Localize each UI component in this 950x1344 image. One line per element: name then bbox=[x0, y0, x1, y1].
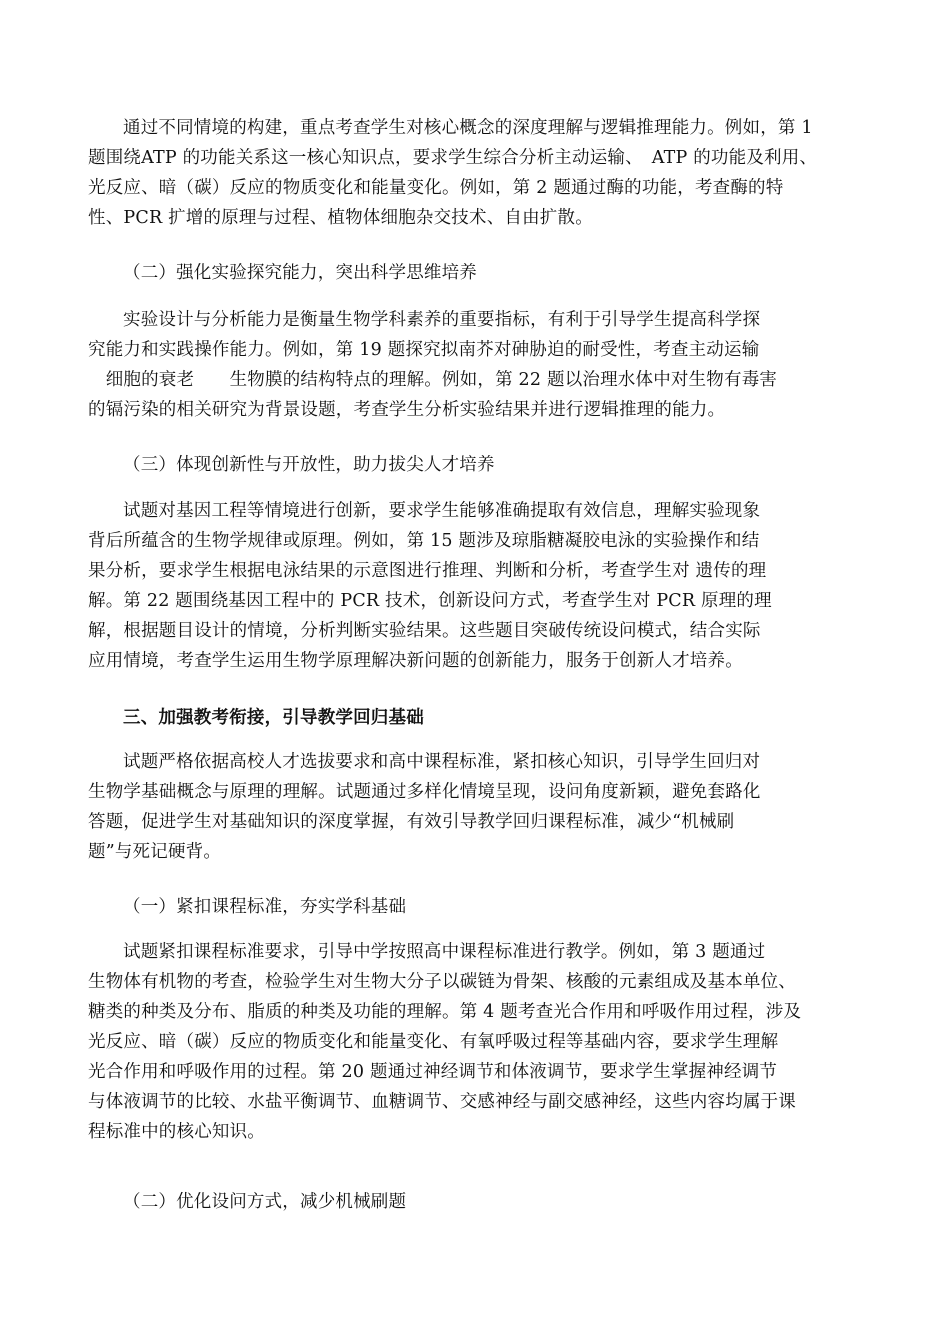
text-line: 果分析，要求学生根据电泳结果的示意图进行推理、判断和分析，考查学生对 遗传的理 bbox=[88, 561, 767, 581]
text-line: 光反应、暗（碳）反应的物质变化和能量变化。例如，第 2 题通过酶的功能，考查酶的特 bbox=[88, 178, 784, 198]
text-line: 试题紧扣课程标准要求，引导中学按照高中课程标准进行教学。例如，第 3 题通过 bbox=[123, 942, 766, 962]
text-line: 实验设计与分析能力是衡量生物学科素养的重要指标，有利于引导学生提高科学探 bbox=[123, 310, 761, 330]
text-line: 背后所蕴含的生物学规律或原理。例如，第 15 题涉及琼脂糖凝胶电泳的实验操作和结 bbox=[88, 531, 760, 551]
paragraph-experimental-inquiry bbox=[88, 305, 864, 425]
text-line: 与体液调节的比较、水盐平衡调节、血糖调节、交感神经与副交感神经，这些内容均属于课 bbox=[88, 1092, 796, 1112]
text-line: 解。第 22 题围绕基因工程中的 PCR 技术，创新设问方式，考查学生对 PCR 原理的理 bbox=[88, 591, 772, 611]
text-line: 生物体有机物的考查，检验学生对生物大分子以碳链为骨架、核酸的元素组成及基本单位、 bbox=[88, 972, 796, 992]
text-line: 性、PCR 扩增的原理与过程、植物体细胞杂交技术、自由扩散。 bbox=[88, 208, 593, 228]
text-line: 光反应、暗（碳）反应的物质变化和能量变化、有氧呼吸过程等基础内容，要求学生理解 bbox=[88, 1032, 779, 1052]
text-line: 的镉污染的相关研究为背景设题，考查学生分析实验结果并进行逻辑推理的能力。 bbox=[88, 400, 726, 420]
section-heading-teaching-alignment: 三、加强教考衔接，引导教学回归基础 bbox=[123, 708, 424, 728]
text-line: 试题严格依据高校人才选拔要求和高中课程标准，紧扣核心知识，引导学生回归对 bbox=[123, 752, 761, 772]
subheading-curriculum-standards: （一）紧扣课程标准，夯实学科基础 bbox=[123, 897, 407, 917]
text-line: 题围绕ATP 的功能关系这一核心知识点，要求学生综合分析主动运输、 ATP 的功能及利用、 bbox=[88, 148, 818, 168]
text-line: 试题对基因工程等情境进行创新，要求学生能够准确提取有效信息，理解实验现象 bbox=[123, 501, 761, 521]
subheading-question-design: （二）优化设问方式，减少机械刷题 bbox=[123, 1192, 407, 1212]
paragraph-curriculum-standards bbox=[88, 937, 864, 1147]
paragraph-teaching-alignment bbox=[88, 747, 864, 867]
text-line: 光合作用和呼吸作用的过程。第 20 题通过神经调节和体液调节，要求学生掌握神经调节 bbox=[88, 1062, 778, 1082]
text-line: 细胞的衰老 生物膜的结构特点的理解。例如，第 22 题以治理水体中对生物有毒害 bbox=[88, 370, 778, 390]
text-line: 解，根据题目设计的情境，分析判断实验结果。这些题目突破传统设问模式，结合实际 bbox=[88, 621, 761, 641]
text-line: 糖类的种类及分布、脂质的种类及功能的理解。第 4 题考查光合作用和呼吸作用过程，涉及 bbox=[88, 1002, 802, 1022]
subheading-innovation: （三）体现创新性与开放性，助力拔尖人才培养 bbox=[123, 455, 495, 475]
subheading-experimental-inquiry: （二）强化实验探究能力，突出科学思维培养 bbox=[123, 263, 477, 283]
text-line: 通过不同情境的构建，重点考查学生对核心概念的深度理解与逻辑推理能力。例如，第 1 bbox=[123, 118, 813, 138]
text-line: 程标准中的核心知识。 bbox=[88, 1122, 265, 1142]
text-line: 答题，促进学生对基础知识的深度掌握，有效引导教学回归课程标准，减少“机械刷 bbox=[88, 812, 735, 832]
text-line: 生物学基础概念与原理的理解。试题通过多样化情境呈现，设问角度新颖，避免套路化 bbox=[88, 782, 761, 802]
text-line: 应用情境，考查学生运用生物学原理解决新问题的创新能力，服务于创新人才培养。 bbox=[88, 651, 743, 671]
text-line: 题”与死记硬背。 bbox=[88, 842, 222, 862]
paragraph-innovation bbox=[88, 496, 864, 676]
text-line: 究能力和实践操作能力。例如，第 19 题探究拟南芥对砷胁迫的耐受性，考查主动运输 bbox=[88, 340, 760, 360]
paragraph-core-concepts bbox=[88, 113, 864, 233]
